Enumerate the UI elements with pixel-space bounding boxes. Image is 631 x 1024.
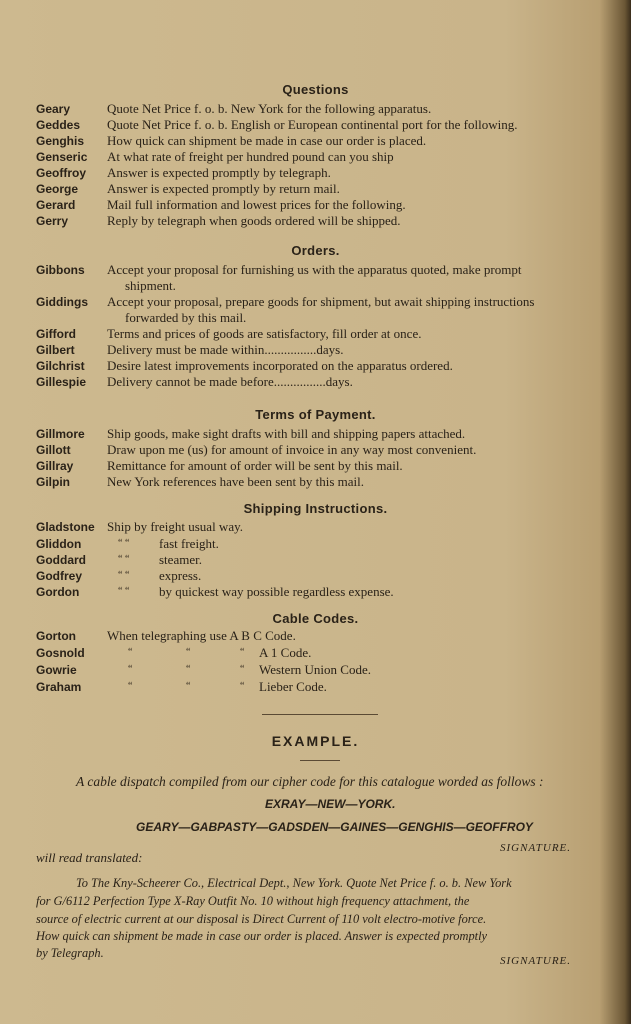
code-meaning: When telegraphing use A B C Code. bbox=[107, 628, 296, 643]
code-meaning: Lieber Code. bbox=[259, 679, 327, 694]
code-meaning: Remittance for amount of order will be sent by this mail. bbox=[107, 458, 403, 473]
ditto-mark: “ “ bbox=[118, 538, 130, 549]
code-row bbox=[0, 326, 631, 342]
code-row bbox=[0, 165, 631, 181]
code-meaning: Accept your proposal, prepare goods for shipment, but await shipping instructions bbox=[107, 294, 535, 309]
code-word: Goddard bbox=[36, 553, 86, 567]
translated-line: How quick can shipment be made in case our order is placed. Answer is expected promptly bbox=[36, 929, 488, 943]
code-word: Gerard bbox=[36, 198, 76, 212]
code-word: Gordon bbox=[36, 585, 80, 599]
code-meaning: Answer is expected promptly by return mail. bbox=[107, 181, 340, 196]
code-word: Giddings bbox=[36, 295, 88, 309]
code-row bbox=[0, 262, 631, 278]
code-row bbox=[0, 662, 631, 678]
code-word: Gillespie bbox=[36, 375, 87, 389]
ditto-mark: “ “ bbox=[118, 554, 130, 565]
code-meaning: fast freight. bbox=[159, 536, 219, 551]
orders-heading: Orders. bbox=[291, 243, 340, 258]
code-row bbox=[0, 342, 631, 358]
code-word: Godfrey bbox=[36, 569, 83, 583]
shipping-heading: Shipping Instructions. bbox=[243, 501, 388, 516]
code-word: Gorton bbox=[36, 629, 76, 643]
code-row bbox=[0, 101, 631, 117]
terms-heading: Terms of Payment. bbox=[255, 407, 376, 422]
ditto-mark: “ bbox=[240, 647, 245, 658]
code-meaning: Ship goods, make sight drafts with bill and shipping papers attached. bbox=[107, 426, 466, 441]
code-meaning: How quick can shipment be made in case our order is placed. bbox=[107, 133, 427, 148]
translated-line: for G/6112 Perfection Type X-Ray Outfit No. 10 without high frequency attachment, the bbox=[36, 894, 470, 908]
code-row bbox=[0, 584, 631, 600]
code-word: Gowrie bbox=[36, 663, 77, 677]
example-cipher: GEARY—GABPASTY—GADSDEN—GAINES—GENGHIS—GEOFFROY bbox=[136, 820, 533, 834]
code-meaning: Reply by telegraph when goods ordered will be shipped. bbox=[107, 213, 401, 228]
ditto-mark: “ bbox=[186, 647, 191, 658]
code-meaning: Quote Net Price f. o. b. New York for the following apparatus. bbox=[107, 101, 432, 116]
code-meaning: Delivery cannot be made before................days. bbox=[107, 374, 353, 389]
code-meaning: steamer. bbox=[159, 552, 202, 567]
translated-line: To The Kny-Scheerer Co., Electrical Dept., New York. Quote Net Price f. o. b. New York bbox=[76, 876, 512, 890]
code-meaning: Delivery must be made within................days. bbox=[107, 342, 344, 357]
code-meaning: Ship by freight usual way. bbox=[107, 519, 243, 534]
ditto-mark: “ bbox=[128, 681, 133, 692]
cable-heading: Cable Codes. bbox=[272, 611, 359, 626]
code-row bbox=[0, 117, 631, 133]
ditto-mark: “ bbox=[186, 664, 191, 675]
ditto-mark: “ bbox=[240, 681, 245, 692]
code-row bbox=[0, 213, 631, 229]
code-row bbox=[0, 374, 631, 390]
ditto-mark: “ “ bbox=[118, 586, 130, 597]
code-word: Gibbons bbox=[36, 263, 85, 277]
translated-line: source of electric current at our disposal is Direct Current of 110 volt electro-motive force. bbox=[36, 912, 487, 926]
code-row bbox=[0, 149, 631, 165]
code-row bbox=[0, 536, 631, 552]
ditto-mark: “ “ bbox=[118, 570, 130, 581]
code-word: Gliddon bbox=[36, 537, 82, 551]
code-row bbox=[0, 442, 631, 458]
divider bbox=[262, 714, 378, 715]
ditto-mark: “ bbox=[128, 647, 133, 658]
code-word: Gilchrist bbox=[36, 359, 85, 373]
code-word: Geoffroy bbox=[36, 166, 87, 180]
ditto-mark: “ bbox=[186, 681, 191, 692]
questions-heading: Questions bbox=[282, 82, 349, 97]
code-word: Geary bbox=[36, 102, 71, 116]
code-row bbox=[0, 645, 631, 661]
code-row bbox=[0, 519, 631, 535]
ditto-mark: “ bbox=[240, 664, 245, 675]
code-row bbox=[0, 294, 631, 310]
code-row bbox=[0, 474, 631, 490]
code-meaning: Terms and prices of goods are satisfactory, fill order at once. bbox=[107, 326, 422, 341]
code-row bbox=[0, 426, 631, 442]
code-word: Gifford bbox=[36, 327, 76, 341]
translated-label: will read translated: bbox=[36, 850, 143, 865]
code-row bbox=[0, 679, 631, 695]
code-meaning: A 1 Code. bbox=[259, 645, 312, 660]
code-row bbox=[0, 181, 631, 197]
code-row bbox=[0, 197, 631, 213]
code-meaning: Desire latest improvements incorporated on the apparatus ordered. bbox=[107, 358, 453, 373]
example-intro: A cable dispatch compiled from our cipher code for this catalogue worded as follows : bbox=[76, 774, 544, 789]
code-word: Gosnold bbox=[36, 646, 85, 660]
example-heading: EXAMPLE. bbox=[271, 733, 360, 749]
code-meaning: New York references have been sent by this mail. bbox=[107, 474, 365, 489]
code-word: Gerry bbox=[36, 214, 69, 228]
code-row bbox=[0, 133, 631, 149]
code-word: Genseric bbox=[36, 150, 88, 164]
code-row bbox=[0, 458, 631, 474]
code-meaning: Mail full information and lowest prices for the following. bbox=[107, 197, 406, 212]
example-address: EXRAY—NEW—YORK. bbox=[265, 797, 396, 811]
code-word: George bbox=[36, 182, 79, 196]
code-row bbox=[0, 358, 631, 374]
code-meaning: Quote Net Price f. o. b. English or European continental port for the following. bbox=[107, 117, 518, 132]
code-word: Gillray bbox=[36, 459, 74, 473]
ditto-mark: “ bbox=[128, 664, 133, 675]
code-row bbox=[0, 628, 631, 644]
code-word: Geddes bbox=[36, 118, 81, 132]
code-word: Gilbert bbox=[36, 343, 75, 357]
code-word: Gillott bbox=[36, 443, 71, 457]
code-meaning: express. bbox=[159, 568, 202, 583]
code-meaning: Answer is expected promptly by telegraph. bbox=[107, 165, 331, 180]
code-meaning: Accept your proposal for furnishing us with the apparatus quoted, make prompt bbox=[107, 262, 522, 277]
signature: SIGNATURE. bbox=[500, 842, 572, 854]
code-meaning: At what rate of freight per hundred pound can you ship bbox=[107, 149, 394, 164]
code-meaning-continued: shipment. bbox=[125, 278, 176, 293]
signature: SIGNATURE. bbox=[500, 955, 572, 967]
translated-line: by Telegraph. bbox=[36, 946, 104, 960]
divider bbox=[300, 760, 340, 761]
code-word: Gillmore bbox=[36, 427, 85, 441]
code-word: Genghis bbox=[36, 134, 85, 148]
code-meaning: Draw upon me (us) for amount of invoice in any way most convenient. bbox=[107, 442, 477, 457]
code-row bbox=[0, 552, 631, 568]
code-word: Gilpin bbox=[36, 475, 70, 489]
code-word: Graham bbox=[36, 680, 82, 694]
code-meaning: Western Union Code. bbox=[259, 662, 371, 677]
code-word: Gladstone bbox=[36, 520, 95, 534]
code-meaning: by quickest way possible regardless expense. bbox=[159, 584, 394, 599]
code-meaning-continued: forwarded by this mail. bbox=[125, 310, 247, 325]
code-row bbox=[0, 568, 631, 584]
